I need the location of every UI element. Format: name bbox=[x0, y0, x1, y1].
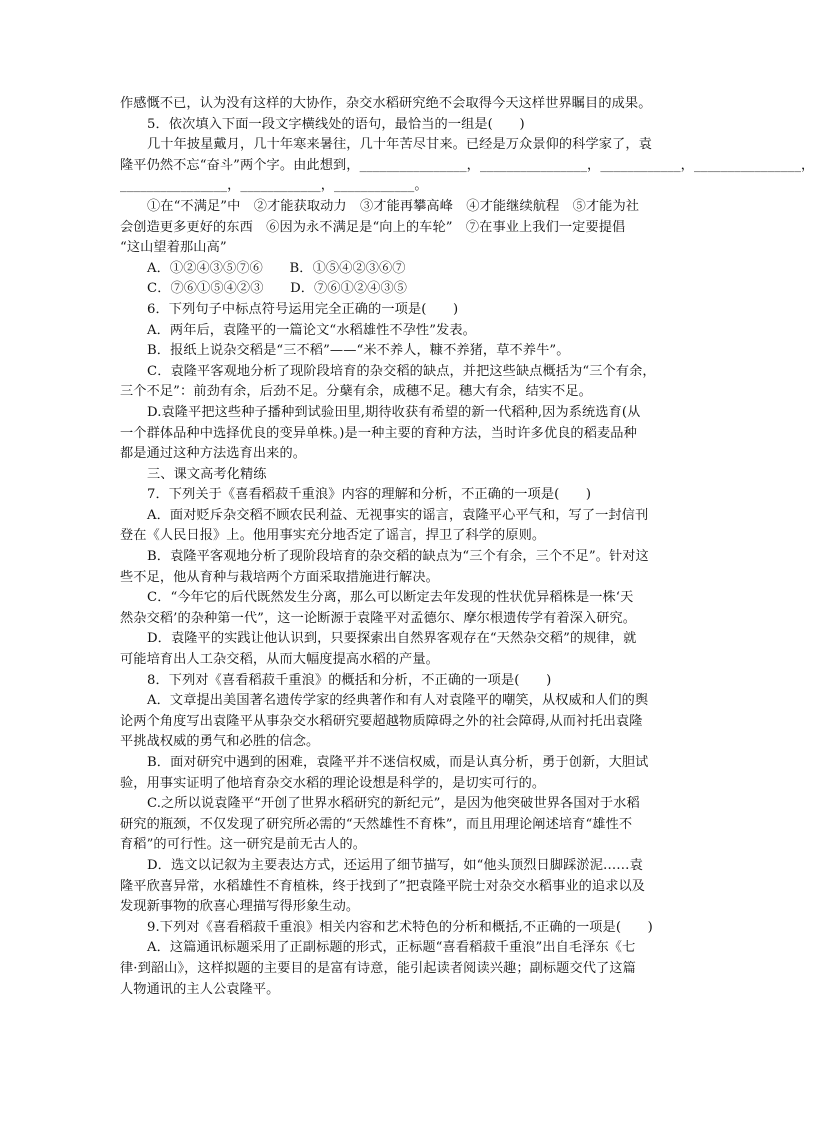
text-line: A．文章提出美国著名遗传学家的经典著作和有人对袁隆平的嘲笑，从权威和人们的舆 bbox=[147, 693, 649, 709]
text-line: 5．依次填入下面一段文字横线处的语句，最恰当的一组是( ) bbox=[147, 116, 525, 132]
text-line: C．⑦⑥①⑤④②③ D．⑦⑥①②④③⑤ bbox=[147, 281, 408, 297]
text-line: 论两个角度写出袁隆平从事杂交水稻研究要超越物质障碍之外的社会障碍,从而衬托出袁隆 bbox=[120, 713, 643, 729]
text-line: 隆平仍然不忘“奋斗”两个字。由此想到，________________，________________，____________，________________， bbox=[120, 157, 814, 173]
document-page bbox=[120, 94, 814, 1000]
text-line: 登在《人民日报》上。他用事实充分地否定了谣言，捍卫了科学的原则。 bbox=[120, 528, 546, 544]
text-line: “这山望着那山高” bbox=[120, 240, 227, 256]
text-line: ________________，____________，____________。 bbox=[120, 178, 428, 194]
text-line: C.之所以说袁隆平“开创了世界水稻研究的新纪元”，是因为他突破世界各国对于水稻 bbox=[147, 796, 640, 812]
text-line: 6．下列句子中标点符号运用完全正确的一项是( ) bbox=[147, 301, 459, 317]
text-line: C．袁隆平客观地分析了现阶段培育的杂交稻的缺点，并把这些缺点概括为“三个有余， bbox=[147, 363, 656, 379]
text-line: 都是通过这种方法选育出来的。 bbox=[120, 446, 307, 462]
text-line: D．袁隆平的实践让他认识到，只要探索出自然界客观存在“天然杂交稻”的规律，就 bbox=[147, 631, 637, 647]
text-line: 三、课文高考化精练 bbox=[147, 466, 267, 482]
text-line: 7．下列关于《喜看稻菽千重浪》内容的理解和分析，不正确的一项是( ) bbox=[147, 487, 592, 503]
text-line: A．面对贬斥杂交稻不顾农民利益、无视事实的谣言，袁隆平心平气和，写了一封信刊 bbox=[147, 507, 649, 523]
text-line: 隆平欣喜异常，水稻雄性不育植株，终于找到了”把袁隆平院士对杂交水稻事业的追求以及 bbox=[120, 878, 646, 894]
text-line: C．“今年它的后代既然发生分离，那么可以断定去年发现的性状优异稻株是一株‘天 bbox=[147, 590, 634, 606]
text-line: 律·到韶山》，这样拟题的主要目的是富有诗意，能引起读者阅读兴趣；副标题交代了这篇 bbox=[120, 960, 636, 976]
text-line: D.袁隆平把这些种子播种到试验田里,期待收获有希望的新一代稻种,因为系统选育(从 bbox=[147, 404, 641, 420]
text-line: D．选文以记叙为主要表达方式，还运用了细节描写，如“他头顶烈日脚踩淤泥……袁 bbox=[147, 857, 643, 873]
text-line: B．袁隆平客观地分析了现阶段培育的杂交稻的缺点为“三个有余，三个不足”。针对这 bbox=[147, 549, 649, 565]
text-line: ①在“不满足”中 ②才能获取动力 ③才能再攀高峰 ④才能继续航程 ⑤才能为社 bbox=[147, 198, 640, 214]
text-line: 可能培育出人工杂交稻，从而大幅度提高水稻的产量。 bbox=[120, 652, 439, 668]
text-line: B．报纸上说杂交稻是“三不稻”——“米不养人，糠不养猪，草不养牛”。 bbox=[147, 343, 570, 359]
text-line: 育稻”的可行性。这一研究是前无古人的。 bbox=[120, 837, 367, 853]
text-line: 研究的瓶颈，不仅发现了研究所必需的“天然雄性不育株”，而且用理论阐述培育“雄性不 bbox=[120, 816, 633, 832]
text-line: 发现新事物的欣喜心理描写得形象生动。 bbox=[120, 899, 360, 915]
text-line: 几十年披星戴月，几十年寒来暑往，几十年苦尽甘来。已经是万众景仰的科学家了，袁 bbox=[147, 137, 652, 153]
text-line: 三个不足”：前劲有余，后劲不足。分蘖有余，成穗不足。穗大有余，结实不足。 bbox=[120, 384, 592, 400]
text-line: A．两年后，袁隆平的一篇论文“水稻雄性不孕性”发表。 bbox=[147, 322, 476, 338]
text-line: 作感慨不已，认为没有这样的大协作，杂交水稻研究绝不会取得今天这样世界瞩目的成果。 bbox=[120, 96, 652, 111]
text-line: 9.下列对《喜看稻菽千重浪》相关内容和艺术特色的分析和概括,不正确的一项是( ) bbox=[147, 919, 653, 935]
text-line: A．①②④③⑤⑦⑥ B．①⑤④②③⑥⑦ bbox=[147, 260, 406, 276]
text-line: 8．下列对《喜看稻菽千重浪》的概括和分析，不正确的一项是( ) bbox=[147, 672, 552, 688]
text-line: 验，用事实证明了他培育杂交水稻的理论设想是科学的，是切实可行的。 bbox=[120, 775, 546, 791]
text-line: A．这篇通讯标题采用了正副标题的形式，正标题“喜看稻菽千重浪”出自毛泽东《七 bbox=[147, 940, 636, 956]
text-line: 一个群体品种中选择优良的变异单株。)是一种主要的育种方法，当时许多优良的稻麦品种 bbox=[120, 425, 637, 441]
text-line: 然杂交稻’的杂种第一代”，这一论断源于袁隆平对孟德尔、摩尔根遗传学有着深入研究。 bbox=[120, 610, 637, 626]
text-line: 平挑战权威的勇气和必胜的信念。 bbox=[120, 734, 320, 750]
text-line: 些不足，他从育种与栽培两个方面采取措施进行解决。 bbox=[120, 569, 439, 585]
text-line: 会创造更多更好的东西 ⑥因为永不满足是“向上的车轮” ⑦在事业上我们一定要提倡 bbox=[120, 219, 626, 235]
text-line: B．面对研究中遇到的困难，袁隆平并不迷信权威，而是认真分析，勇于创新，大胆试 bbox=[147, 755, 649, 770]
text-line: 人物通讯的主人公袁隆平。 bbox=[120, 981, 280, 997]
